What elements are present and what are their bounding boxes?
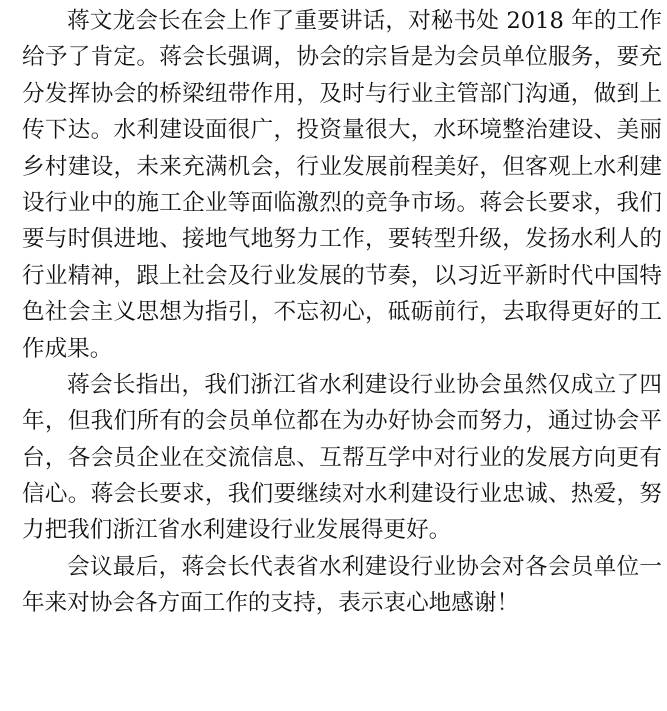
text-line: 信心。蒋会长要求，我们要继续对水利建设行业忠诚、热爱，努 (22, 481, 662, 508)
text-line: 给予了肯定。蒋会长强调，协会的宗旨是为会员单位服务，要充 (22, 44, 662, 71)
text-line: 会议最后，蒋会长代表省水利建设行业协会对各会员单位一 (67, 553, 662, 580)
text-line: 要与时俱进地、接地气地努力工作，要转型升级，发扬水利人的 (22, 226, 662, 253)
paragraph-speech (22, 3, 662, 367)
text-line: 乡村建设，未来充满机会，行业发展前程美好，但客观上水利建 (22, 153, 662, 180)
text-line: 行业精神，跟上社会及行业发展的节奏，以习近平新时代中国特 (22, 262, 662, 289)
text-line: 分发挥协会的桥梁纽带作用，及时与行业主管部门沟通，做到上 (22, 80, 662, 107)
paragraph-remarks (22, 367, 662, 549)
text-line: 蒋文龙会长在会上作了重要讲话，对秘书处 2018 年的工作 (67, 8, 662, 34)
text-line: 台，各会员企业在交流信息、互帮互学中对行业的发展方向更有 (22, 444, 662, 471)
paragraph-closing (22, 549, 662, 622)
text-line: 蒋会长指出，我们浙江省水利建设行业协会虽然仅成立了四 (67, 371, 662, 398)
text-line: 传下达。水利建设面很广，投资量很大，水环境整治建设、美丽 (22, 117, 662, 144)
text-line: 年来对协会各方面工作的支持，表示衷心地感谢！ (22, 590, 520, 617)
text-line: 设行业中的施工企业等面临激烈的竞争市场。蒋会长要求，我们 (22, 189, 662, 216)
text-line: 色社会主义思想为指引，不忘初心，砥砺前行，去取得更好的工 (22, 299, 662, 326)
text-line: 年，但我们所有的会员单位都在为办好协会而努力，通过协会平 (22, 408, 662, 435)
text-line: 力把我们浙江省水利建设行业发展得更好。 (22, 517, 452, 544)
text-line: 作成果。 (22, 335, 113, 362)
